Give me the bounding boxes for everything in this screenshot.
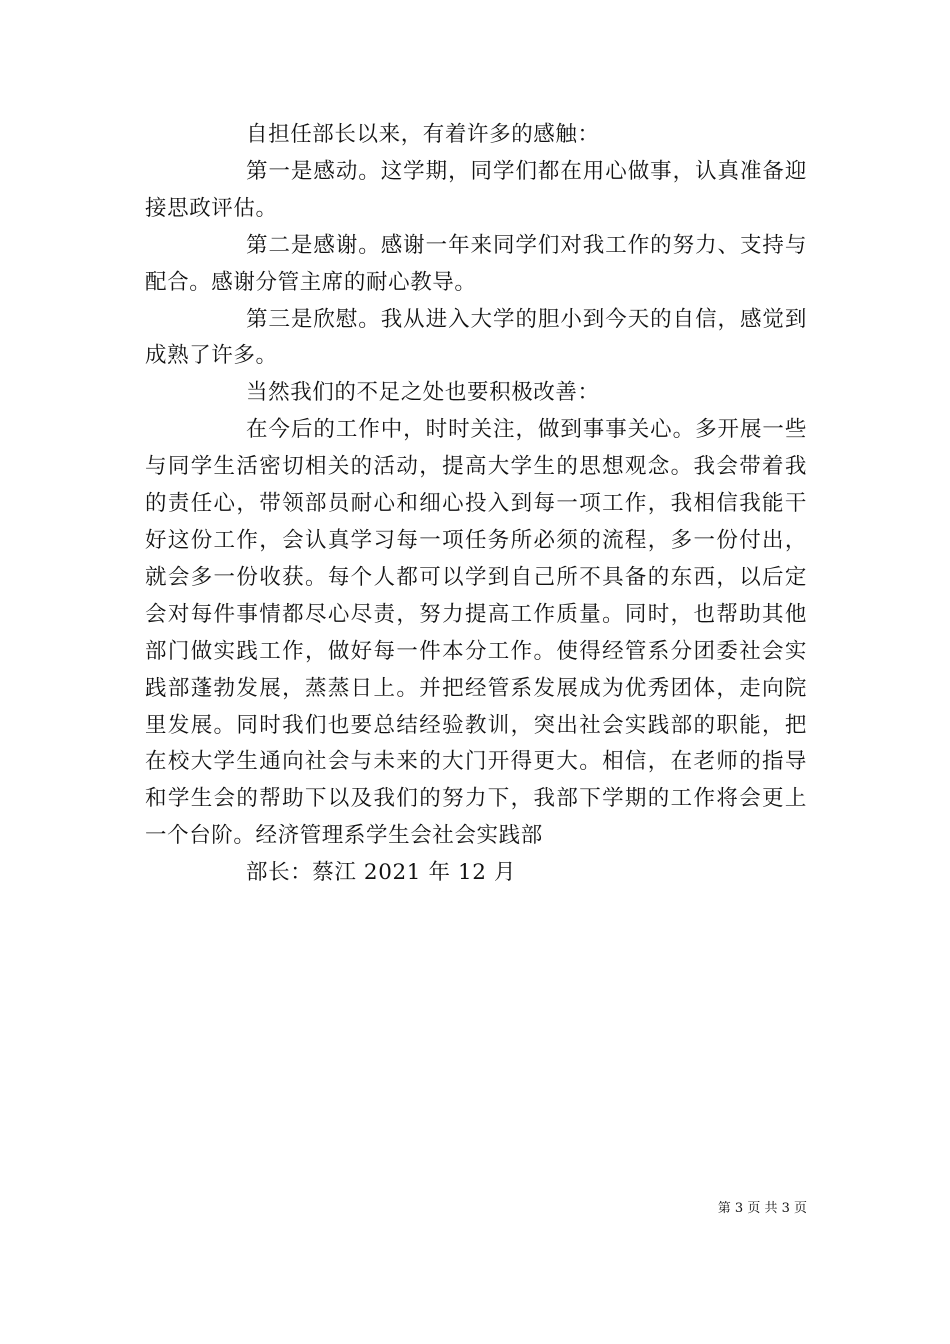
- paragraph-second-thanks: 第二是感谢。感谢一年来同学们对我工作的努力、支持与配合。感谢分管主席的耐心教导。: [145, 232, 807, 295]
- paragraph-future-plans: 在今后的工作中，时时关注，做到事事关心。多开展一些与同学生活密切相关的活动，提高大学生的思想观念。我会带着我的责任心，带领部员耐心和细心投入到每一项工作，我相信我能干好这份工作，会认真学习每一项任务所必须的流程，多一份付出，就会多一份收获。每个人都可以学到自己所不具备的东西，以后定会对每件事情都尽心尽责，努力提高工作质量。同时，也帮助其他部门做实践工作，做好每一件本分工作。使得经管系分团委社会实践部蓬勃发展，蒸蒸日上。并把经管系发展成为优秀团体，走向院里发展。同时我们也要总结经验教训，突出社会实践部的职能，把在校大学生通向社会与未来的大门开得更大。相信，在老师的指导和学生会的帮助下以及我们的努力下，我部下学期的工作将会更上一个台阶。经济管理系学生会社会实践部: [145, 417, 807, 849]
- document-body: [145, 117, 807, 892]
- paragraph-third-relief: 第三是欣慰。我从进入大学的胆小到今天的自信，感觉到成熟了许多。: [145, 306, 807, 369]
- paragraph-intro: 自担任部长以来，有着许多的感触：: [246, 122, 600, 147]
- signature-line: 部长：蔡江 2021 年 12 月: [246, 860, 517, 886]
- paragraph-shortcomings: 当然我们的不足之处也要积极改善：: [246, 380, 600, 406]
- paragraph-first-gratitude: 第一是感动。这学期，同学们都在用心做事，认真准备迎接思政评估。: [145, 158, 807, 221]
- page-number-footer: 第 3 页 共 3 页: [717, 1201, 807, 1216]
